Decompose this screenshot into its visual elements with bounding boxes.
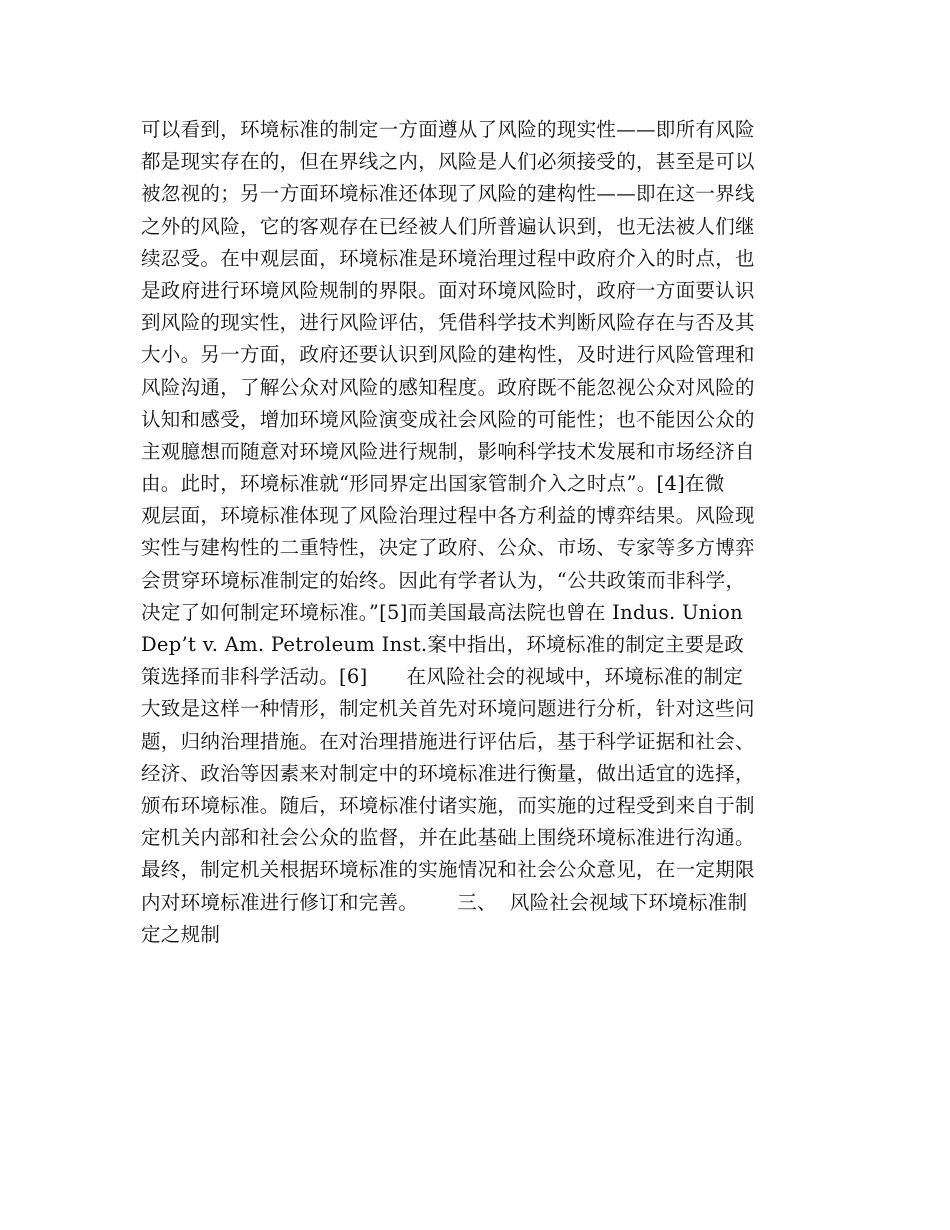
text-line: 由。此时，环境标准就“形同界定出国家管制介入之时点”。[4]在微 bbox=[141, 472, 725, 496]
text-line: 主观臆想而随意对环境风险进行规制，影响科学技术发展和市场经济自 bbox=[141, 439, 755, 463]
text-line: 定之规制 bbox=[141, 922, 221, 946]
body-text bbox=[141, 114, 813, 951]
text-line: 定机关内部和社会公众的监督，并在此基础上围绕环境标准进行沟通。 bbox=[141, 826, 755, 850]
text-line: 会贯穿环境标准制定的始终。因此有学者认为，“公共政策而非科学， bbox=[141, 568, 746, 592]
text-line: 是政府进行环境风险规制的界限。面对环境风险时，政府一方面要认识 bbox=[141, 278, 755, 302]
text-line: 认知和感受，增加环境风险演变成社会风险的可能性；也不能因公众的 bbox=[141, 407, 755, 431]
text-line: 最终，制定机关根据环境标准的实施情况和社会公众意见，在一定期限 bbox=[141, 858, 755, 882]
text-line: 经济、政治等因素来对制定中的环境标准进行衡量，做出适宜的选择， bbox=[141, 761, 755, 785]
text-line: 实性与建构性的二重特性，决定了政府、公众、市场、专家等多方博弈 bbox=[141, 536, 755, 560]
text-line: 之外的风险，它的客观存在已经被人们所普遍认识到，也无法被人们继 bbox=[141, 214, 755, 238]
text-line: 续忍受。在中观层面，环境标准是环境治理过程中政府介入的时点，也 bbox=[141, 246, 755, 270]
text-line: 内对环境标准进行修订和完善。 三、 风险社会视域下环境标准制 bbox=[141, 890, 748, 914]
text-line: 被忽视的；另一方面环境标准还体现了风险的建构性——即在这一界线 bbox=[141, 182, 755, 206]
text-line: 到风险的现实性，进行风险评估，凭借科学技术判断风险存在与否及其 bbox=[141, 311, 755, 335]
text-line: 大致是这样一种情形，制定机关首先对环境问题进行分析，针对这些问 bbox=[141, 697, 755, 721]
text-line: 风险沟通，了解公众对风险的感知程度。政府既不能忽视公众对风险的 bbox=[141, 375, 755, 399]
text-line: 决定了如何制定环境标准。”[5]而美国最高法院也曾在 Indus. Union bbox=[141, 600, 743, 624]
text-line: 大小。另一方面，政府还要认识到风险的建构性，及时进行风险管理和 bbox=[141, 343, 755, 367]
text-line: 可以看到，环境标准的制定一方面遵从了风险的现实性——即所有风险 bbox=[141, 118, 755, 141]
text-line: 观层面，环境标准体现了风险治理过程中各方利益的博弈结果。风险现 bbox=[141, 504, 755, 528]
text-line: 策选择而非科学活动。[6] 在风险社会的视域中，环境标准的制定 bbox=[141, 665, 744, 689]
text-line: 都是现实存在的，但在界线之内，风险是人们必须接受的，甚至是可以 bbox=[141, 150, 755, 174]
text-line: Dep’t v. Am. Petroleum Inst.案中指出，环境标准的制定主要是政 bbox=[141, 633, 745, 656]
text-line: 题，归纳治理措施。在对治理措施进行评估后，基于科学证据和社会、 bbox=[141, 729, 755, 753]
text-line: 颁布环境标准。随后，环境标准付诸实施，而实施的过程受到来自于制 bbox=[141, 793, 755, 817]
